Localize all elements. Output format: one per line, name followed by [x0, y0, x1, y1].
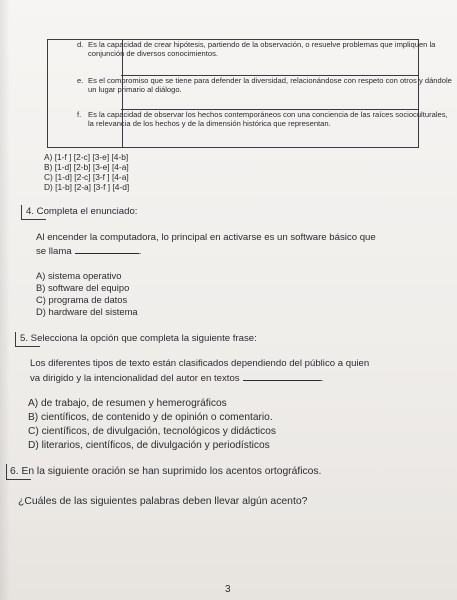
definition-letter: e. [77, 76, 84, 85]
answer-blank[interactable] [243, 372, 321, 381]
answer-option-b[interactable]: B) [1-d] [2-b] [3-e] [4-a] [44, 162, 129, 172]
definition-text: Es la capacidad de crear hipótesis, partiendo de la observación, o resuelve problemas que impliquen la conjunción de diversos conocimientos. [88, 40, 436, 58]
question-4-option-c[interactable]: C) programa de datos [36, 294, 128, 305]
question-4-line-1: Al encender la computadora, lo principal en activarse es un software básico que [36, 232, 376, 243]
answer-option-a[interactable]: A) [1-f ] [2-c] [3-e] [4-b] [44, 152, 129, 162]
definition-d [77, 41, 453, 58]
question-5-title: 5. Selecciona la opción que completa la siguiente frase: [20, 333, 257, 344]
question-4-line-2-text: se llama [36, 246, 72, 257]
question-4-option-d[interactable]: D) hardware del sistema [36, 306, 138, 317]
definition-letter: d. [77, 40, 84, 49]
question-4-line-2 [36, 245, 141, 257]
sentence-period: . [320, 373, 324, 384]
question-4-title: 4. Completa el enunciado: [26, 206, 138, 217]
question-4-option-b[interactable]: B) software del equipo [36, 282, 130, 293]
question-5-line-2 [30, 372, 323, 384]
question-6-title: 6. En la siguiente oración se han suprimido los acentos ortográficos. [10, 466, 322, 477]
definition-e [77, 77, 453, 94]
question-4-option-a[interactable]: A) sistema operativo [36, 270, 122, 281]
page-shadow [0, 0, 10, 600]
question-5-option-c[interactable]: C) científicos, de divulgación, tecnológicos y didácticos [28, 426, 277, 437]
question-5-option-a[interactable]: A) de trabajo, de resumen y hemerográficos [28, 398, 227, 409]
question-5-option-d[interactable]: D) literarios, científicos, de divulgación y periodísticos [28, 440, 270, 451]
sentence-period: . [138, 246, 142, 257]
question-5-line-2-text: va dirigido y la intencionalidad del autor en textos [30, 373, 240, 384]
question-5-option-b[interactable]: B) científicos, de contenido y de opinión o comentario. [28, 412, 273, 423]
question-6-prompt: ¿Cuáles de las siguientes palabras deben llevar algún acento? [18, 496, 308, 507]
question-5-line-1: Los diferentes tipos de texto están clasificados dependiendo del público a quien [30, 358, 370, 369]
definition-text: Es la capacidad de observar los hechos contemporáneos con una conciencia de las raíces socioculturales, la relevancia de los hechos y de la dimensión histórica que representan. [88, 110, 448, 128]
definition-letter: f. [77, 110, 82, 119]
page-number: 3 [225, 584, 231, 595]
definition-f [77, 111, 453, 128]
definition-text: Es el compromiso que se tiene para defender la diversidad, relacionándose con respeto con otros y dándole un lugar primario al diálogo. [88, 76, 452, 94]
answer-option-d[interactable]: D) [1-b] [2-a] [3-f ] [4-d] [44, 182, 130, 192]
answer-option-c[interactable]: C) [1-d] [2-c] [3-f ] [4-a] [44, 172, 129, 182]
answer-blank[interactable] [75, 245, 139, 254]
